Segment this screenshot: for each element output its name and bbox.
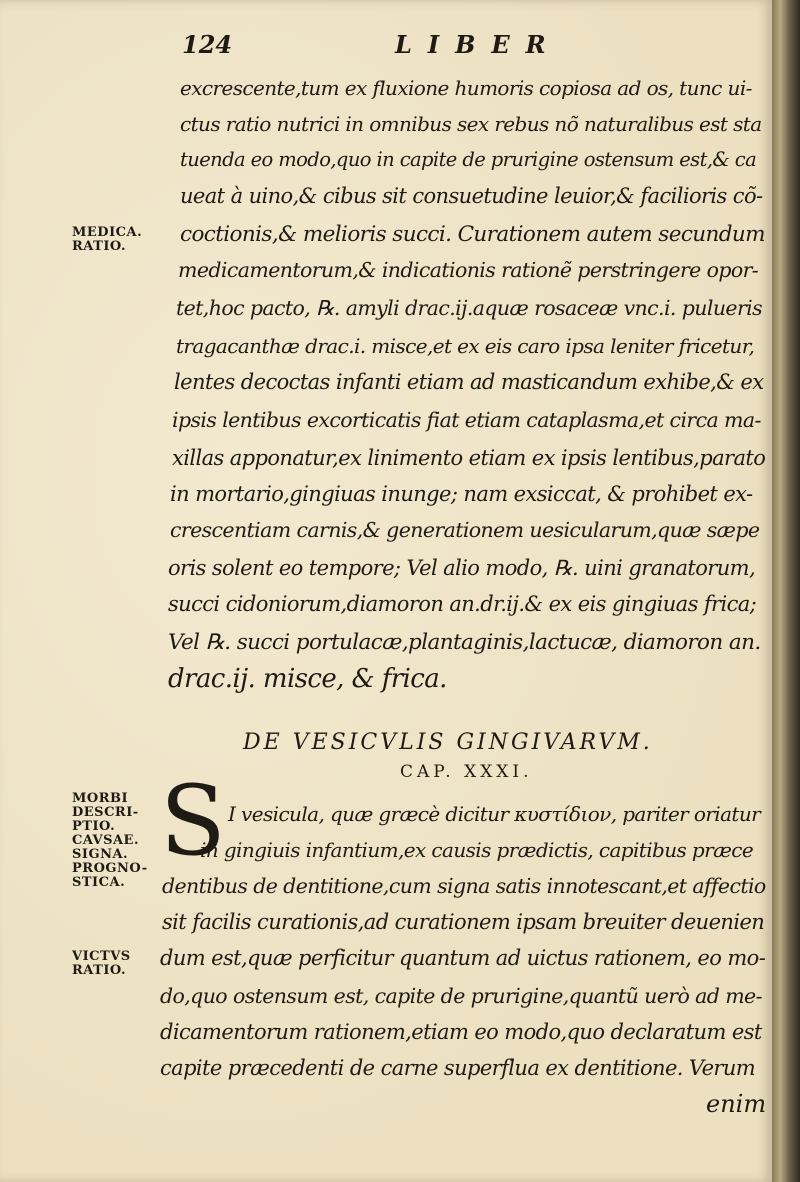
body-line: oris solent eo tempore; Vel alio modo, ℞. uini granatorum, bbox=[168, 556, 756, 580]
body-line: medicamentorum,& indicationis rationẽ perstringere opor- bbox=[178, 258, 759, 282]
chapter-line: dentibus de dentitione,cum signa satis innotescant,et affectio bbox=[162, 874, 766, 898]
body-line: ctus ratio nutrici in omnibus sex rebus nõ naturalibus est sta bbox=[180, 112, 762, 136]
chapter-title: DE VESICVLIS GINGIVARVM. bbox=[243, 730, 653, 755]
body-line: xillas apponatur,ex linimento etiam ex ipsis lentibus,parato bbox=[172, 446, 766, 470]
body-line: Vel ℞. succi portulacæ,plantaginis,lactucæ, diamoron an. bbox=[168, 630, 761, 655]
margin-note-medica-ratio: MEDICA. RATIO. bbox=[72, 225, 143, 254]
body-line: tet,hoc pacto, ℞. amyli drac.ij.aquæ rosaceæ vnc.i. pulueris bbox=[176, 296, 763, 320]
chapter-line: dum est,quæ perficitur quantum ad uictus rationem, eo mo- bbox=[160, 946, 766, 970]
book-edge bbox=[772, 0, 800, 1182]
body-line: excrescente,tum ex fluxione humoris copiosa ad os, tunc ui- bbox=[180, 76, 752, 100]
running-head: LIBER bbox=[395, 30, 562, 59]
drop-cap: S bbox=[160, 765, 226, 877]
catchword: enim bbox=[706, 1090, 767, 1118]
body-line: succi cidoniorum,diamoron an.dr.ij.& ex eis gingiuas frica; bbox=[168, 592, 757, 616]
body-line: tragacanthæ drac.i. misce,et ex eis caro ipsa leniter fricetur, bbox=[176, 334, 755, 358]
chapter-line: capite præcedenti de carne superflua ex dentitione. Verum bbox=[160, 1056, 756, 1080]
body-line: crescentiam carnis,& generationem uesicularum,quæ sæpe bbox=[170, 518, 760, 542]
margin-note-morbi-descriptio: MORBI DESCRI- PTIO. CAVSAE. SIGNA. PROGNO- STICA. bbox=[72, 791, 148, 890]
body-line: ueat à uino,& cibus sit consuetudine leuior,& facilioris cõ- bbox=[180, 184, 763, 208]
page-number: 124 bbox=[182, 30, 233, 59]
margin-note-victus-ratio: VICTVS RATIO. bbox=[72, 949, 131, 978]
chapter-line: dicamentorum rationem,etiam eo modo,quo declaratum est bbox=[160, 1020, 762, 1044]
body-line: coctionis,& melioris succi. Curationem autem secundum bbox=[180, 222, 765, 247]
chapter-number: CAP. XXXI. bbox=[400, 762, 533, 782]
body-line: drac.ij. misce, & frica. bbox=[168, 664, 447, 694]
body-line: lentes decoctas infanti etiam ad masticandum exhibe,& ex bbox=[174, 370, 764, 394]
chapter-line: sit facilis curationis,ad curationem ipsam breuiter deuenien bbox=[162, 910, 765, 934]
chapter-line: do,quo ostensum est, capite de prurigine,quantũ uerò ad me- bbox=[160, 984, 762, 1008]
body-line: ipsis lentibus excorticatis fiat etiam cataplasma,et circa ma- bbox=[172, 408, 761, 432]
body-line: tuenda eo modo,quo in capite de prurigine ostensum est,& ca bbox=[180, 148, 757, 171]
chapter-line: in gingiuis infantium,ex causis prædictis, capitibus præce bbox=[200, 838, 754, 862]
chapter-line: I vesicula, quæ græcè dicitur κυστίδιον, pariter oriatur bbox=[228, 802, 761, 826]
body-line: in mortario,gingiuas inunge; nam exsiccat, & prohibet ex- bbox=[170, 482, 753, 506]
